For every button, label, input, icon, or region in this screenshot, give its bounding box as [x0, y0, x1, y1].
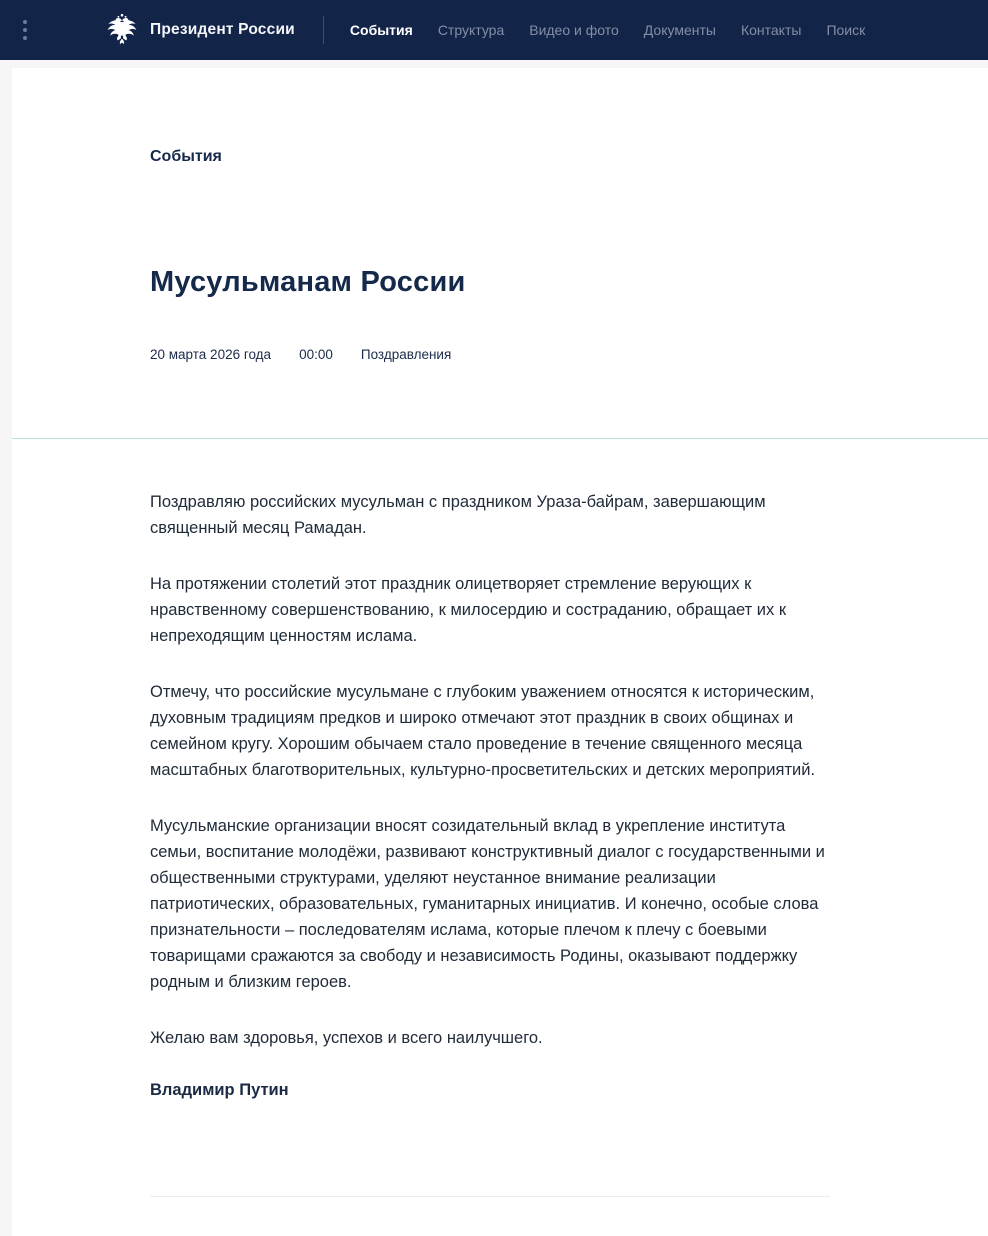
article-paragraph: Мусульманские организации вносят созидательный вклад в укрепление института семьи, воспитание молодёжи, развивают конструктивный диалог с государственными и общественными структурами, уделяют неустанное внимание реализации патриотических, образовательных, гуманитарных инициатив. И конечно, особые слова признательности – последователям ислама, которые плечом к плечу с боевыми товарищами сражаются за свободу и независимость Родины, оказывают поддержку родным и близким героев. [150, 817, 825, 991]
site-header [0, 0, 988, 60]
breadcrumb-events-link[interactable]: События [150, 148, 222, 165]
nav-item-structure[interactable]: Структура [437, 22, 505, 38]
kebab-menu-icon[interactable] [18, 20, 32, 40]
article-meta [150, 347, 988, 362]
nav-item-events[interactable]: События [349, 22, 413, 38]
nav-item-search[interactable]: Поиск [826, 22, 866, 38]
nav-item-contacts[interactable]: Контакты [740, 22, 802, 38]
main-navigation [350, 22, 865, 38]
article-time: 00:00 [299, 347, 333, 362]
page-title: Мусульманам России [150, 266, 466, 298]
nav-item-video-photo[interactable]: Видео и фото [529, 22, 619, 38]
article-category-link[interactable]: Поздравления [360, 347, 452, 362]
article-paragraph: Желаю вам здоровья, успехов и всего наилучшего. [150, 1029, 543, 1047]
article-paragraph: На протяжении столетий этот праздник олицетворяет стремление верующих к нравственному совершенствованию, к милосердию и состраданию, обращает их к непреходящим ценностям ислама. [150, 575, 787, 645]
nav-item-documents[interactable]: Документы [643, 22, 716, 38]
article-paragraph: Поздравляю российских мусульман с праздником Ураза-байрам, завершающим священный месяц Рамадан. [150, 493, 766, 537]
article-body [12, 439, 832, 1197]
article-signature: Владимир Путин [150, 1081, 289, 1099]
breadcrumb [150, 68, 988, 166]
header-divider [323, 16, 324, 44]
site-brand[interactable] [106, 12, 295, 48]
content-card [12, 68, 988, 1236]
bottom-divider [150, 1196, 830, 1197]
coat-of-arms-icon [106, 12, 138, 48]
article-paragraph: Отмечу, что российские мусульмане с глубоким уважением относятся к историческим, духовным традициям предков и широко отмечают этот праздник в своих общинах и семейном кругу. Хорошим обычаем стало проведение в течение священного месяца масштабных благотворительных, культурно-просветительских и детских мероприятий. [150, 683, 816, 779]
brand-title[interactable]: Президент России [150, 21, 295, 38]
article-date: 20 марта 2026 года [150, 347, 272, 362]
